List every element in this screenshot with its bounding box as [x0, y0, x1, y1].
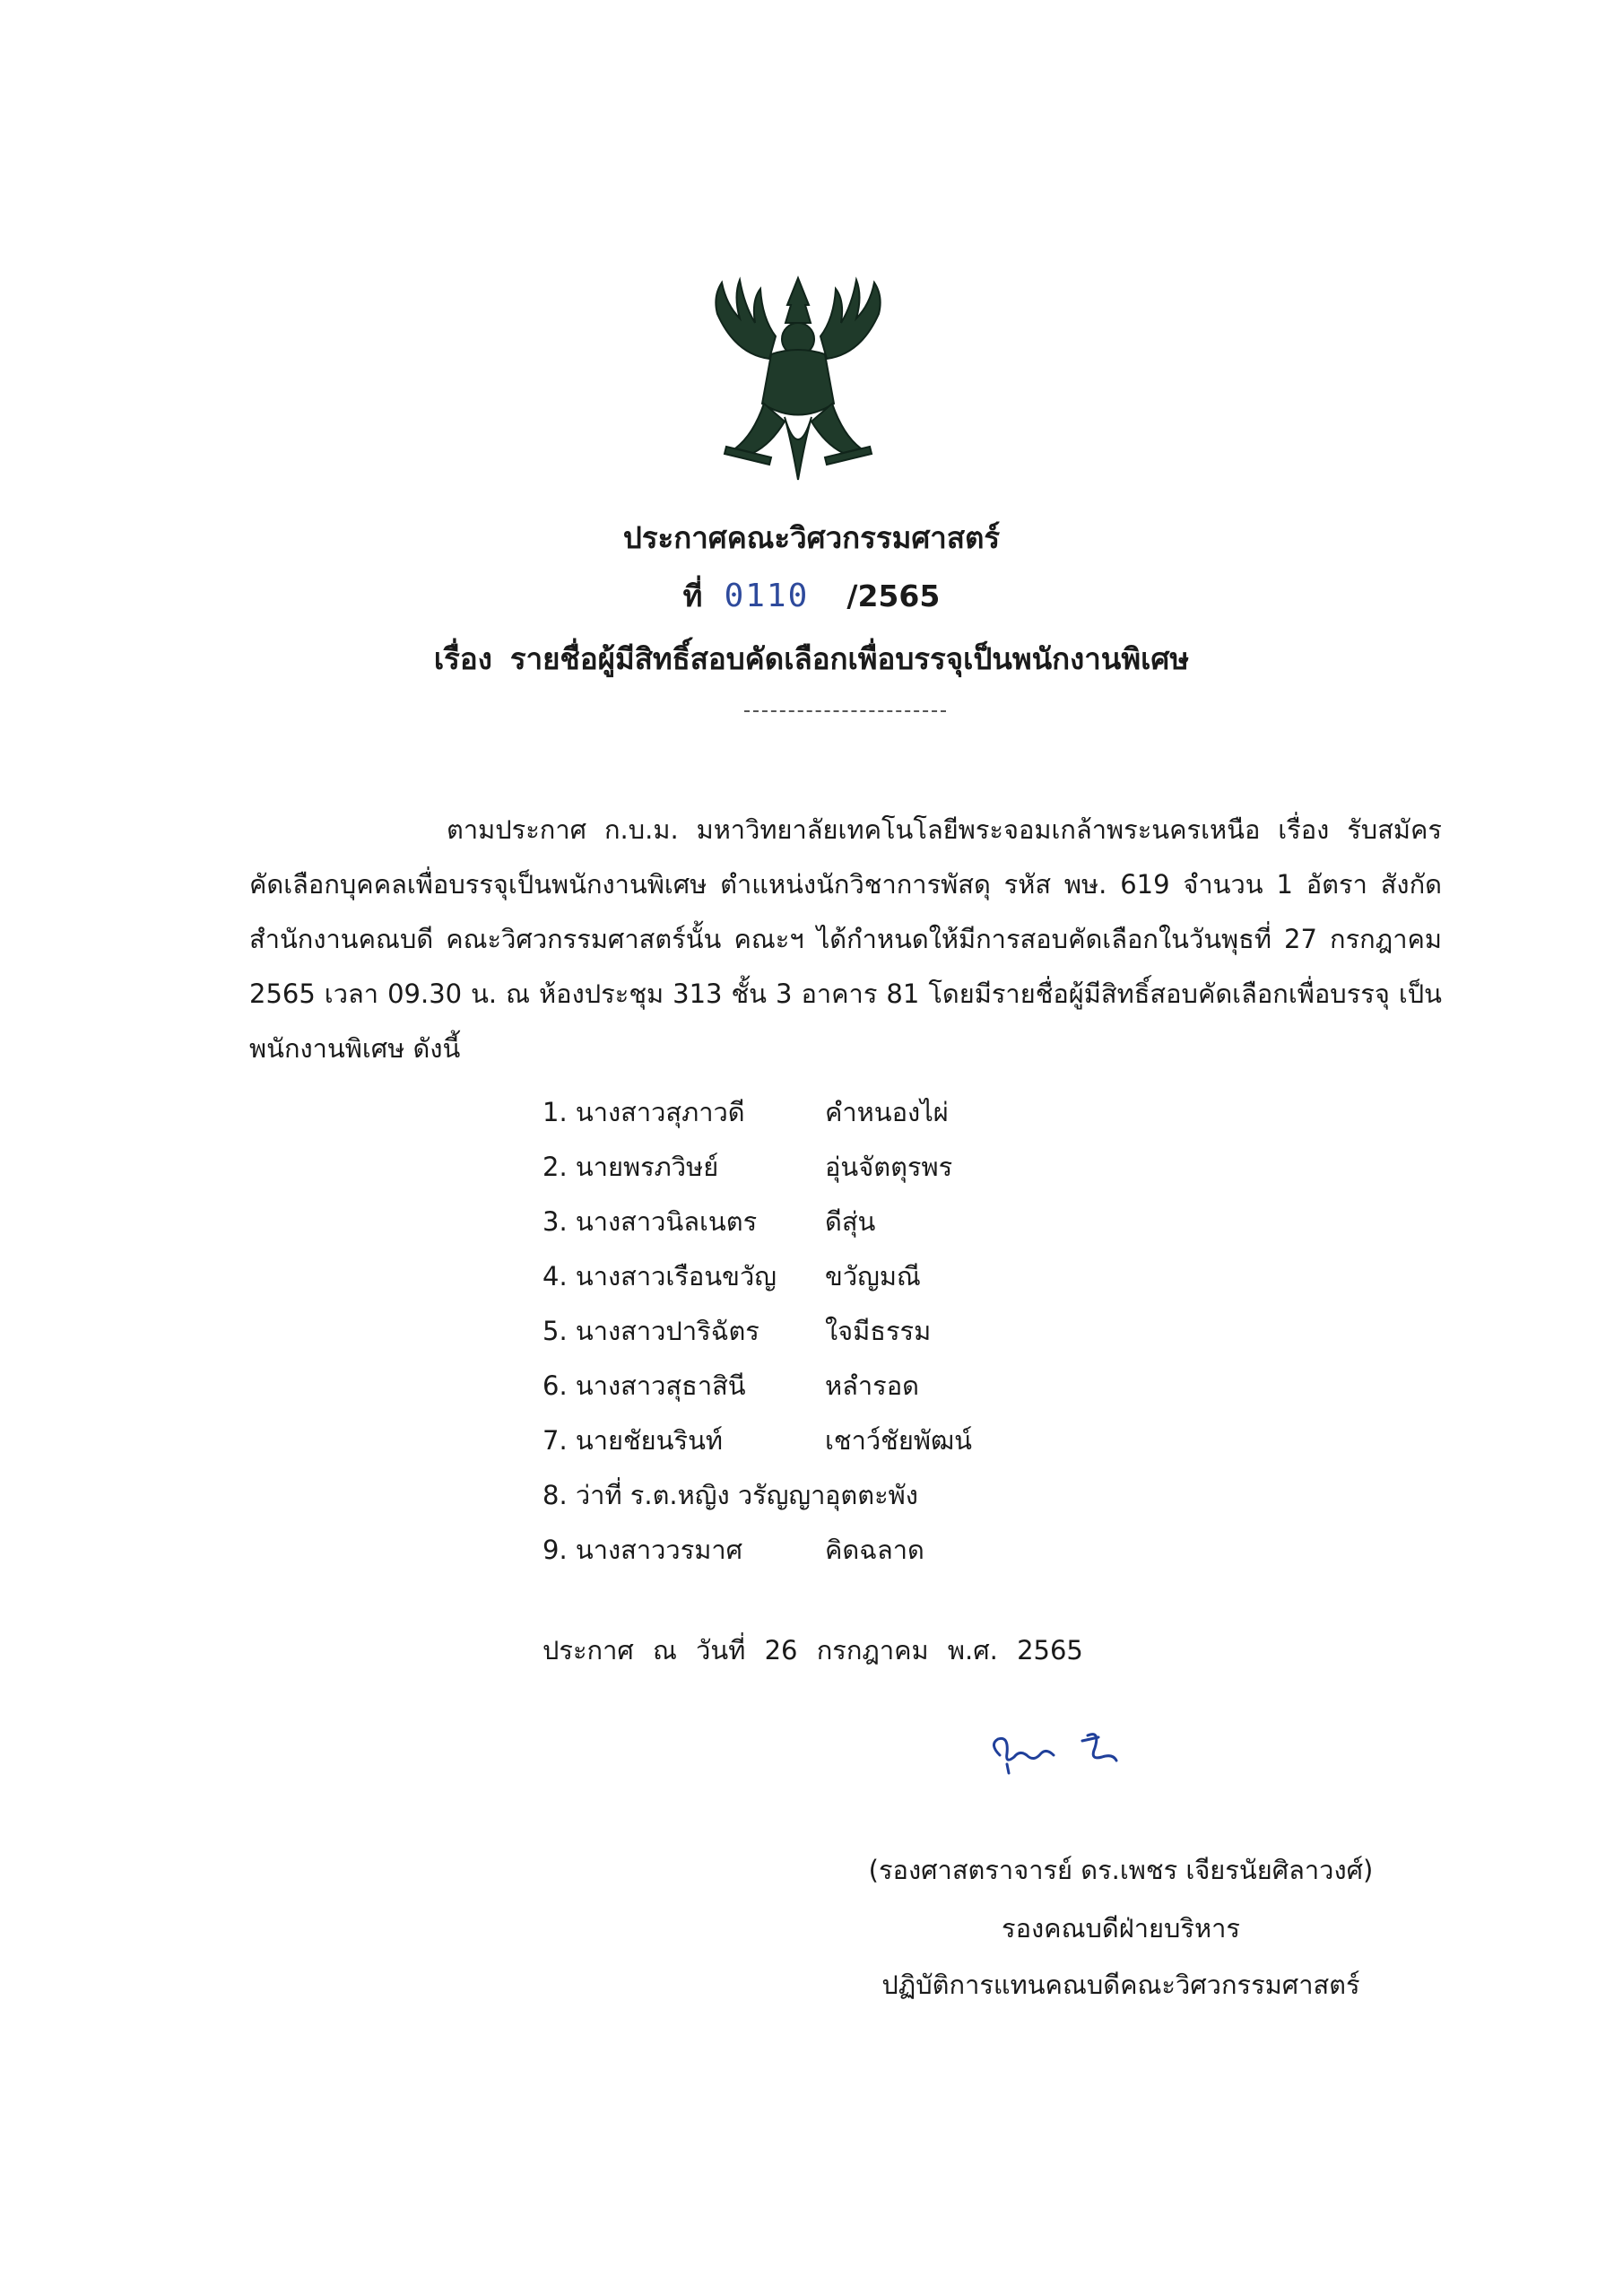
list-item [542, 1468, 1170, 1523]
list-item [542, 1140, 1170, 1195]
document-subject [0, 641, 1623, 677]
candidate-surname: ใจมีธรรม [825, 1316, 932, 1346]
paragraph-text: ตามประกาศ ก.บ.ม. มหาวิทยาลัยเทคโนโลยีพระจอมเกล้าพระนครเหนือ เรื่อง รับสมัคร คัดเลือกบุคคลเพื่อบรรจุเป็นพนักงานพิเศษ ตำแหน่งนักวิชาการพัสดุ รหัส พษ. 619 จำนวน 1 อัตรา สังกัด สำนักงานคณบดี คณะวิศวกรรมศาสตร์นั้น คณะฯ ได้กำหนดให้มีการสอบคัดเลือกในวันพุธที่ 27 กรกฎาคม 2565 เวลา 09.30 น. ณ ห้องประชุม 313 ชั้น 3 อาคาร 81 โดยมีรายชื่อผู้มีสิทธิ์สอบคัดเลือกเพื่อบรรจุ เป็นพนักงานพิเศษ ดังนี้ [249, 814, 1442, 1064]
candidate-surname: เชาว์ชัยพัฒน์ [825, 1425, 972, 1456]
list-item [542, 1359, 1170, 1413]
candidate-surname: ดีสุ่น [825, 1206, 876, 1237]
candidate-surname: อุตตะพัง [825, 1480, 918, 1510]
list-item [542, 1085, 1170, 1140]
candidate-given-name: 6. นางสาวสุธาสินี [542, 1370, 746, 1401]
number-year: /2565 [846, 578, 941, 613]
heading-divider [744, 710, 946, 712]
candidate-given-name: 4. นางสาวเรือนขวัญ [542, 1261, 777, 1292]
candidate-given-name: 9. นางสาววรมาศ [542, 1535, 743, 1565]
candidate-surname: คิดฉลาด [825, 1535, 924, 1565]
garuda-emblem-icon [699, 269, 897, 489]
signatory-position: รองคณบดีฝ่ายบริหาร [1002, 1913, 1240, 1944]
list-item [542, 1304, 1170, 1359]
signatory-name: (รองศาสตราจารย์ ดร.เพชร เจียรนัยศิลาวงศ์) [868, 1855, 1374, 1885]
list-item [542, 1413, 1170, 1468]
body-paragraph [249, 803, 1442, 1076]
announcement-date: ประกาศ ณ วันที่ 26 กรกฎาคม พ.ศ. 2565 [542, 1635, 1083, 1665]
candidate-surname: หลำรอด [825, 1370, 919, 1401]
document-title: ประกาศคณะวิศวกรรมศาสตร์ [622, 520, 1001, 555]
handwritten-signature-icon [982, 1718, 1139, 1789]
candidate-given-name: 2. นายพรภวิษย์ [542, 1152, 719, 1182]
list-item [542, 1195, 1170, 1249]
list-item [542, 1523, 1170, 1578]
candidate-given-name: 3. นางสาวนิลเนตร [542, 1206, 758, 1237]
subject-text: รายชื่อผู้มีสิทธิ์สอบคัดเลือกเพื่อบรรจุเป็นพนักงานพิเศษ [509, 641, 1190, 676]
number-value: 0110 [724, 578, 810, 614]
subject-label: เรื่อง [433, 641, 492, 676]
number-label: ที่ [682, 578, 703, 613]
list-item [542, 1249, 1170, 1304]
signatory-acting-position: ปฏิบัติการแทนคณบดีคณะวิศวกรรมศาสตร์ [881, 1970, 1360, 2000]
candidate-surname: อุ่นจัตตุรพร [825, 1152, 953, 1182]
candidate-given-name: 7. นายชัยนรินท์ [542, 1425, 724, 1456]
candidate-list [542, 1085, 1170, 1578]
candidate-surname: ขวัญมณี [825, 1261, 921, 1292]
candidate-given-name: 1. นางสาวสุภาวดี [542, 1097, 745, 1127]
candidate-surname: คำหนองไผ่ [825, 1097, 949, 1127]
document-number [0, 578, 1623, 614]
candidate-given-name: 5. นางสาวปาริฉัตร [542, 1316, 759, 1346]
candidate-given-name: 8. ว่าที่ ร.ต.หญิง วรัญญา [542, 1480, 826, 1510]
